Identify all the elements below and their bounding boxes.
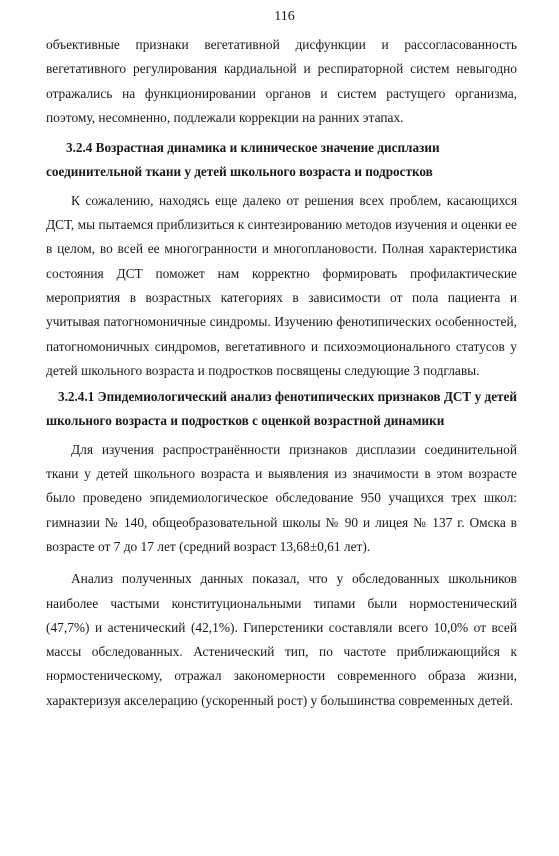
paragraph-intro: К сожалению, находясь еще далеко от решения всех проблем, касающихся ДСТ, мы пытаемся приблизиться к синтезированию методов изучения и оценки ее в целом, во всей ее многогранности и многоплановости. Полная характеристика состояния ДСТ поможет нам корректно формировать профилактические мероприятия в возрастных категориях в зависимости от пола пациента и учитывая патогномоничные синдромы. Изучению фенотипических особенностей, патогномоничных синдромов, вегетативного и психоэмоционального статусов у детей школьного возраста и подростков посвящены следующие 3 подглавы. [46, 192, 517, 378]
paragraph-analysis: Анализ полученных данных показал, что у обследованных школьников наиболее частыми конституциональными типами были нормостенический (47,7%) и астенический (42,1%). Гиперстеники составляли всего 10,0% от всей массы обследованных. Астенический тип, по частоте приближающийся к нормостеническому, отражал закономерности современного образа жизни, характеризуя акселерацию (ускоренный рост) у большинства современных детей. [46, 571, 517, 708]
section-heading-3-2-4: 3.2.4 Возрастная динамика и клиническое значение дисплазии соединительной ткани у детей школьного возраста и подростков [46, 140, 440, 180]
page-number: 116 [274, 9, 295, 24]
subsection-heading-3-2-4-1: 3.2.4.1 Эпидемиологический анализ фенотипических признаков ДСТ у детей школьного возраста и подростков с оценкой возрастной динамики [46, 389, 517, 429]
paragraph-continuation: объективные признаки вегетативной дисфункции и рассогласованность вегетативного регулирования кардиальной и респираторной систем невыгодно отражались на функционировании органов и систем растущего организма, поэтому, несомненно, подлежали коррекции на ранних этапах. [46, 37, 517, 125]
paragraph-study-design: Для изучения распространённости признаков дисплазии соединительной ткани у детей школьного возраста и выявления из значимости в этом возрасте было проведено эпидемиологическое обследование 950 учащихся трех школ: гимназии № 140, общеобразовательной школы № 90 и лицея № 137 г. Омска в возрасте от 7 до 17 лет (средний возраст 13,68±0,61 лет). [46, 441, 517, 554]
